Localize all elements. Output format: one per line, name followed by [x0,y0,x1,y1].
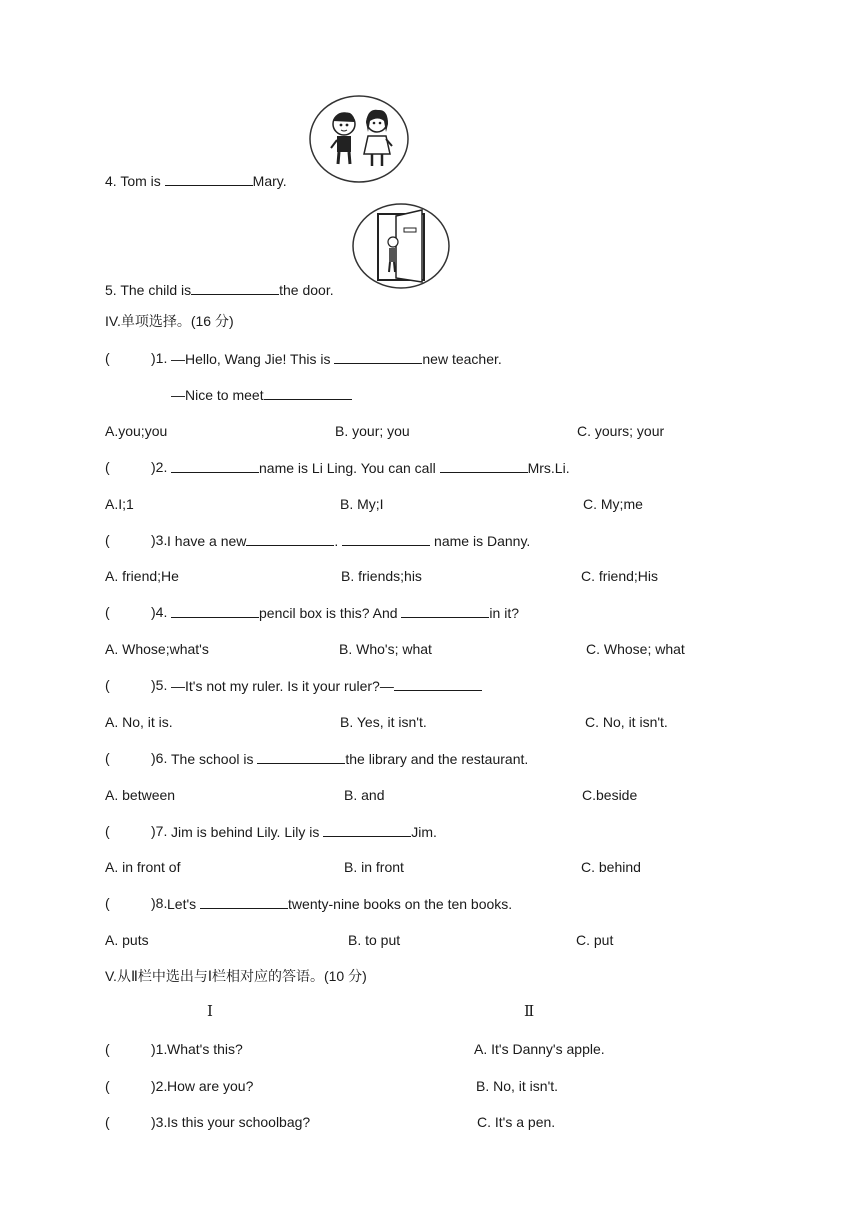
question-4-text: 4. Tom is Mary. [105,173,287,189]
answer-bracket[interactable]: ( )6. [105,750,168,766]
question-text: Let's twenty-nine books on the ten books. [167,896,513,912]
answer-blank[interactable] [401,603,489,618]
option-b: B. Yes, it isn't. [340,714,427,730]
option-b: B. and [344,787,385,803]
answer-bracket[interactable]: ( )2. [105,459,168,475]
question-text: pencil box is this? And in it? [171,603,519,622]
option-b: B. My;I [340,496,384,512]
option-c: C. friend;His [581,568,659,584]
option-a: A.you;you [105,423,168,439]
question-text: Jim is behind Lily. Lily is Jim. [171,824,437,840]
answer-bracket[interactable]: ( )3. [105,532,168,548]
answer-bracket[interactable]: ( )3. [105,1114,168,1130]
child-behind-door-icon [350,202,452,290]
option-a: A.I;1 [105,496,134,512]
option-a: A. between [105,787,176,803]
match-question: Is this your schoolbag? [167,1114,311,1130]
match-question: How are you? [167,1078,254,1094]
answer-blank[interactable] [257,749,345,764]
option-b: B. to put [348,932,401,948]
column-1-header: Ⅰ [207,1004,213,1020]
answer-blank[interactable] [394,676,482,691]
option-c: C. yours; your [577,423,665,439]
option-b: B. friends;his [341,568,422,584]
answer-bracket[interactable]: ( )8. [105,895,168,911]
option-c: C. put [576,932,614,948]
option-a: A. No, it is. [105,714,173,730]
answer-blank[interactable] [323,822,411,837]
question-text: The school is the library and the restaurant. [171,751,529,767]
answer-blank[interactable] [440,458,528,473]
answer-blank[interactable] [200,894,288,909]
match-answer: A. It's Danny's apple. [474,1041,605,1057]
question-text: —Nice to meet [171,385,352,404]
answer-bracket[interactable]: ( )1. [105,350,168,366]
match-answer: C. It's a pen. [477,1114,556,1130]
answer-bracket[interactable]: ( )2. [105,1078,168,1094]
answer-bracket[interactable]: ( )7. [105,823,168,839]
answer-bracket[interactable]: ( )1. [105,1041,168,1057]
option-a: A. Whose;what's [105,641,209,657]
answer-blank[interactable] [264,385,352,400]
column-2-header: Ⅱ [524,1004,535,1020]
option-a: A. puts [105,932,149,948]
option-b: B. Who's; what [339,641,432,657]
option-c: C. Whose; what [586,641,685,657]
option-b: B. in front [344,859,404,875]
option-c: C.beside [582,787,638,803]
option-c: C. behind [581,859,641,875]
option-a: A. friend;He [105,568,179,584]
answer-blank[interactable] [171,603,259,618]
answer-bracket[interactable]: ( )4. [105,604,168,620]
match-answer: B. No, it isn't. [476,1078,559,1094]
option-a: A. in front of [105,859,181,875]
section-5-title: V.从Ⅱ栏中选出与Ⅰ栏相对应的答语。(10 分) [105,968,367,984]
boy-and-girl-icon [308,94,410,184]
question-text: —Hello, Wang Jie! This is new teacher. [171,351,502,367]
answer-blank[interactable] [342,531,430,546]
question-5-text: 5. The child is the door. [105,282,334,298]
answer-blank[interactable] [171,458,259,473]
question-text: I have a new . name is Danny. [167,533,531,549]
answer-blank[interactable] [165,171,253,186]
question-text: name is Li Ling. You can call Mrs.Li. [171,458,570,477]
option-c: C. No, it isn't. [585,714,668,730]
option-b: B. your; you [335,423,410,439]
option-c: C. My;me [583,496,643,512]
section-4-title: IV.单项选择。(16 分) [105,313,234,329]
question-text: —It's not my ruler. Is it your ruler?— [171,676,482,695]
match-question: What's this? [167,1041,243,1057]
answer-bracket[interactable]: ( )5. [105,677,168,693]
answer-blank[interactable] [334,349,422,364]
answer-blank[interactable] [246,531,334,546]
answer-blank[interactable] [191,280,279,295]
